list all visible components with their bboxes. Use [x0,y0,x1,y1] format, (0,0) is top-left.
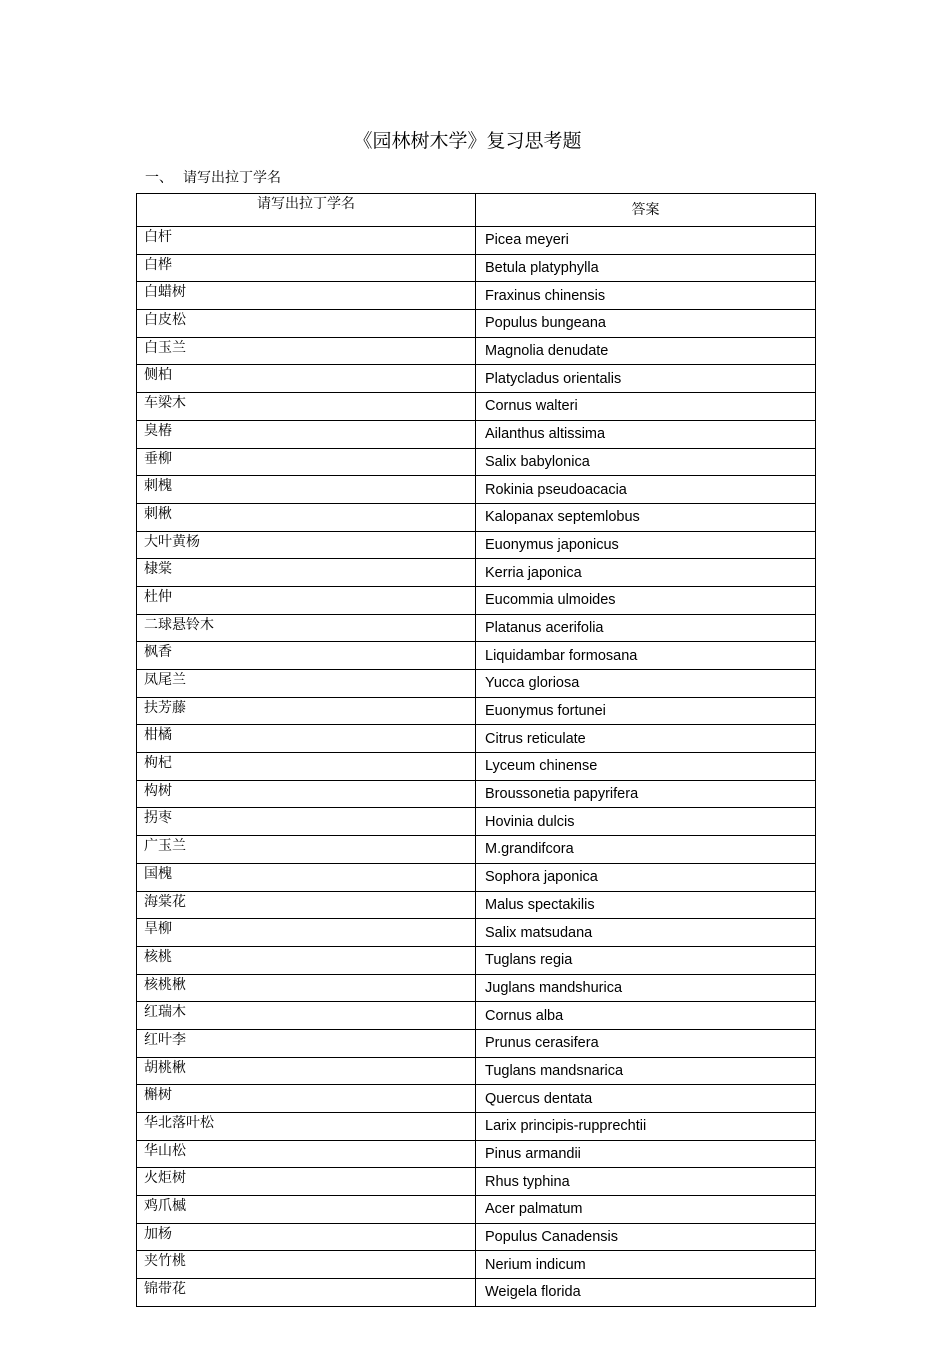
latin-name-cell: Kalopanax septemlobus [476,503,816,531]
table-row [137,1140,816,1168]
latin-name-cell: Weigela florida [476,1279,816,1307]
chinese-name-cell: 大叶黄杨 [137,531,476,559]
latin-name-cell: Acer palmatum [476,1196,816,1224]
latin-name-cell: Sophora japonica [476,863,816,891]
table-header-row [137,194,816,227]
chinese-name-cell: 枸杞 [137,753,476,781]
table-row [137,1057,816,1085]
table-row [137,974,816,1002]
table-row [137,254,816,282]
table-row [137,1196,816,1224]
table-row [137,337,816,365]
chinese-name-cell: 白桦 [137,254,476,282]
table-row [137,780,816,808]
table-row [137,1029,816,1057]
table-row [137,365,816,393]
chinese-name-cell: 火炬树 [137,1168,476,1196]
latin-name-cell: Magnolia denudate [476,337,816,365]
latin-name-cell: Juglans mandshurica [476,974,816,1002]
table-row [137,393,816,421]
chinese-name-cell: 枫香 [137,642,476,670]
chinese-name-cell: 杜仲 [137,586,476,614]
chinese-name-cell: 白玉兰 [137,337,476,365]
latin-name-cell: Euonymus japonicus [476,531,816,559]
table-row [137,697,816,725]
latin-name-cell: Prunus cerasifera [476,1029,816,1057]
chinese-name-cell: 鸡爪槭 [137,1196,476,1224]
table-body [137,227,816,1307]
latin-name-cell: Euonymus fortunei [476,697,816,725]
chinese-name-cell: 夹竹桃 [137,1251,476,1279]
section-heading [145,168,281,188]
table-row [137,670,816,698]
latin-name-cell: M.grandifcora [476,836,816,864]
chinese-name-cell: 垂柳 [137,448,476,476]
latin-name-cell: Liquidambar formosana [476,642,816,670]
chinese-name-cell: 刺槐 [137,476,476,504]
latin-name-cell: Ailanthus altissima [476,420,816,448]
table-row [137,1251,816,1279]
chinese-name-cell: 国槐 [137,863,476,891]
chinese-name-cell: 侧柏 [137,365,476,393]
chinese-name-cell: 红瑞木 [137,1002,476,1030]
chinese-name-cell: 槲树 [137,1085,476,1113]
latin-name-cell: Platanus acerifolia [476,614,816,642]
table-row [137,1002,816,1030]
chinese-name-cell: 扶芳藤 [137,697,476,725]
chinese-name-cell: 核桃楸 [137,974,476,1002]
table-row [137,1113,816,1141]
latin-name-cell: Salix babylonica [476,448,816,476]
table-row [137,946,816,974]
table-row [137,891,816,919]
chinese-name-cell: 白杆 [137,227,476,255]
table-row [137,448,816,476]
table-row [137,836,816,864]
latin-name-cell: Quercus dentata [476,1085,816,1113]
latin-name-cell: Malus spectakilis [476,891,816,919]
latin-name-cell: Cornus alba [476,1002,816,1030]
chinese-name-cell: 华北落叶松 [137,1113,476,1141]
chinese-name-cell: 凤尾兰 [137,670,476,698]
section-label: 请写出拉丁学名 [183,170,281,186]
table-row [137,310,816,338]
chinese-name-cell: 红叶李 [137,1029,476,1057]
chinese-name-cell: 柑橘 [137,725,476,753]
latin-name-cell: Populus Canadensis [476,1223,816,1251]
latin-name-cell: Tuglans regia [476,946,816,974]
latin-name-cell: Broussonetia papyrifera [476,780,816,808]
table-row [137,753,816,781]
table-row [137,1223,816,1251]
latin-name-cell: Salix matsudana [476,919,816,947]
chinese-name-cell: 构树 [137,780,476,808]
latin-name-cell: Kerria japonica [476,559,816,587]
latin-name-cell: Larix principis-rupprechtii [476,1113,816,1141]
latin-name-cell: Populus bungeana [476,310,816,338]
chinese-name-cell: 胡桃楸 [137,1057,476,1085]
latin-name-cell: Lyceum chinense [476,753,816,781]
page-title: 《园林树木学》复习思考题 [353,130,582,152]
header-question: 请写出拉丁学名 [137,194,476,227]
chinese-name-cell: 拐枣 [137,808,476,836]
header-answer: 答案 [476,194,816,227]
table-row [137,808,816,836]
latin-name-cell: Nerium indicum [476,1251,816,1279]
section-number: 一、 [145,170,173,186]
latin-name-cell: Rhus typhina [476,1168,816,1196]
chinese-name-cell: 旱柳 [137,919,476,947]
latin-name-cell: Tuglans mandsnarica [476,1057,816,1085]
chinese-name-cell: 刺楸 [137,503,476,531]
table-row [137,1279,816,1307]
chinese-name-cell: 海棠花 [137,891,476,919]
chinese-name-cell: 臭椿 [137,420,476,448]
latin-name-cell: Cornus walteri [476,393,816,421]
chinese-name-cell: 白皮松 [137,310,476,338]
table-row [137,531,816,559]
table-row [137,227,816,255]
latin-name-cell: Citrus reticulate [476,725,816,753]
chinese-name-cell: 车梁木 [137,393,476,421]
table-row [137,559,816,587]
table-row [137,725,816,753]
table-row [137,476,816,504]
table-row [137,503,816,531]
latin-name-cell: Yucca gloriosa [476,670,816,698]
latin-name-cell: Pinus armandii [476,1140,816,1168]
table-row [137,1085,816,1113]
table-row [137,282,816,310]
table-row [137,863,816,891]
chinese-name-cell: 华山松 [137,1140,476,1168]
table-row [137,614,816,642]
table-row [137,919,816,947]
table-row [137,642,816,670]
latin-name-cell: Fraxinus chinensis [476,282,816,310]
latin-name-table [136,193,816,1307]
table-row [137,420,816,448]
latin-name-cell: Picea meyeri [476,227,816,255]
table-row [137,1168,816,1196]
latin-name-cell: Hovinia dulcis [476,808,816,836]
chinese-name-cell: 核桃 [137,946,476,974]
chinese-name-cell: 广玉兰 [137,836,476,864]
chinese-name-cell: 棣棠 [137,559,476,587]
latin-name-cell: Rokinia pseudoacacia [476,476,816,504]
latin-name-cell: Platycladus orientalis [476,365,816,393]
latin-name-cell: Eucommia ulmoides [476,586,816,614]
chinese-name-cell: 二球悬铃木 [137,614,476,642]
chinese-name-cell: 加杨 [137,1223,476,1251]
table-row [137,586,816,614]
chinese-name-cell: 锦带花 [137,1279,476,1307]
chinese-name-cell: 白蜡树 [137,282,476,310]
latin-name-cell: Betula platyphylla [476,254,816,282]
